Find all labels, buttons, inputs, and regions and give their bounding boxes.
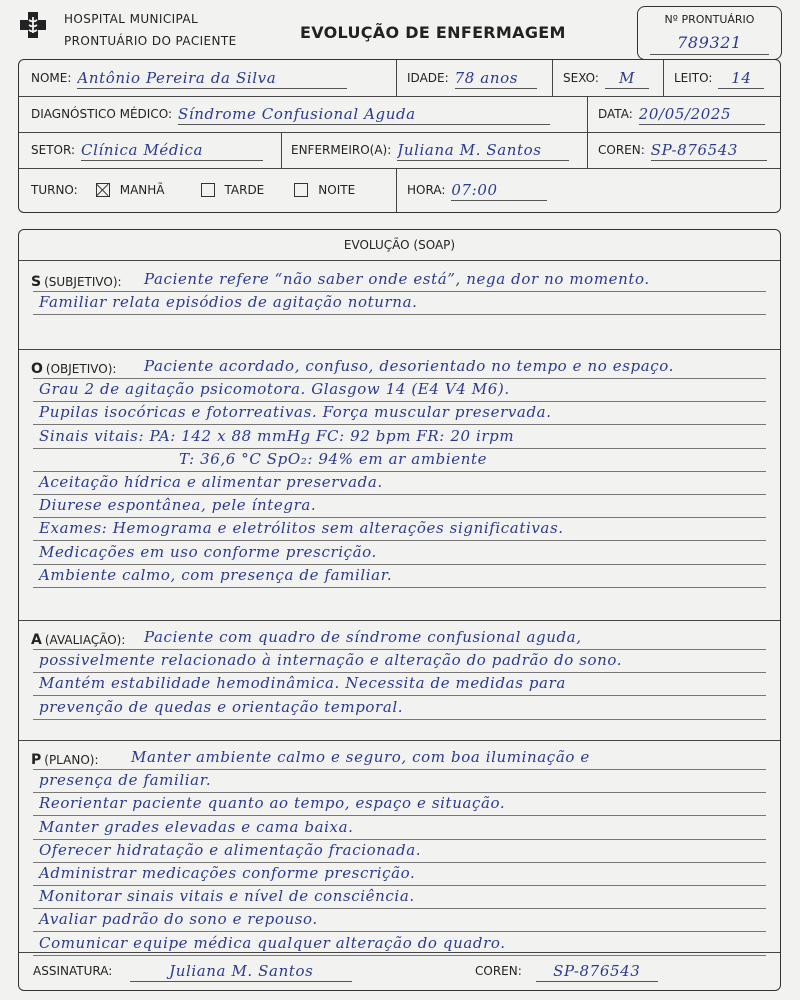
subjective-label: (SUBJETIVO): (44, 275, 122, 289)
nurse-field (291, 140, 569, 160)
ruled-line (33, 517, 766, 518)
ruled-line (33, 695, 766, 696)
signature-field (33, 961, 352, 981)
shift-label: TURNO: (31, 183, 78, 197)
document-title: EVOLUÇÃO DE ENFERMAGEM (300, 23, 566, 42)
soap-title: EVOLUÇÃO (SOAP) (19, 230, 780, 261)
plan-text-line[interactable]: Manter ambiente calmo e seguro, com boa iluminação e (131, 748, 590, 766)
objective-heading (31, 361, 116, 377)
footer-coren-field (475, 961, 658, 981)
bed-field (674, 68, 764, 88)
shift-night-checkbox[interactable] (294, 183, 308, 197)
ruled-line (33, 792, 766, 793)
ruled-line (33, 471, 766, 472)
bed-value[interactable]: 14 (718, 68, 764, 89)
row-divider (19, 96, 780, 97)
ruled-line (33, 908, 766, 909)
plan-text-line[interactable]: presença de familiar. (39, 771, 212, 790)
shift-afternoon-label: TARDE (224, 183, 265, 197)
plan-text-line[interactable]: Administrar medicações conforme prescrição. (39, 864, 416, 882)
prontuario-value[interactable]: 789321 (650, 33, 769, 55)
assessment-text-line[interactable]: Mantém estabilidade hemodinâmica. Necessita de medidas para (39, 674, 566, 693)
assessment-text-line[interactable]: prevenção de quedas e orientação temporal. (39, 697, 404, 716)
sector-field (31, 140, 263, 160)
bed-label: LEITO: (674, 71, 713, 85)
objective-text-line[interactable]: T: 36,6 °C SpO₂: 94% em ar ambiente (179, 449, 488, 468)
plan-letter: P (31, 752, 42, 768)
plan-label: (PLANO): (44, 753, 99, 767)
subjective-text-line[interactable]: Paciente refere “não saber onde está”, nega dor no momento. (144, 270, 650, 288)
signature-row (19, 952, 780, 990)
plan-text-line[interactable]: Reorientar paciente quanto ao tempo, espaço e situação. (39, 794, 506, 813)
ruled-line (33, 448, 766, 449)
assessment-letter: A (31, 632, 42, 648)
name-field (31, 68, 347, 88)
date-value[interactable]: 20/05/2025 (639, 104, 765, 125)
objective-text-line[interactable]: Paciente acordado, confuso, desorientado no tempo e no espaço. (144, 357, 675, 375)
section-divider (19, 349, 780, 350)
objective-text-line[interactable]: Aceitação hídrica e alimentar preservada. (39, 473, 383, 491)
age-field (407, 68, 537, 88)
ruled-line (33, 587, 766, 588)
ruled-line (33, 672, 766, 673)
sex-label: SEXO: (563, 71, 599, 85)
ruled-line (33, 839, 766, 840)
ruled-line (33, 815, 766, 816)
plan-text-line[interactable]: Monitorar sinais vitais e nível de consciência. (39, 887, 415, 906)
ruled-line (33, 649, 766, 650)
ruled-line (33, 885, 766, 886)
diagnosis-value[interactable]: Síndrome Confusional Aguda (178, 104, 550, 125)
sector-value[interactable]: Clínica Médica (81, 140, 263, 161)
shift-night-label: NOITE (318, 183, 356, 197)
shift-afternoon-checkbox[interactable] (201, 183, 215, 197)
soap-box (18, 229, 781, 991)
medical-cross-icon (18, 10, 48, 40)
plan-text-line[interactable]: Comunicar equipe médica qualquer alteração do quadro. (39, 933, 506, 952)
subjective-heading (31, 274, 122, 290)
ruled-line (33, 564, 766, 565)
col-divider (281, 132, 282, 168)
objective-text-line[interactable]: Medicações em uso conforme prescrição. (39, 542, 377, 561)
ruled-line (33, 494, 766, 495)
shift-morning-checkbox[interactable] (96, 183, 110, 197)
signature-label: ASSINATURA: (33, 964, 113, 978)
ruled-line (33, 719, 766, 720)
prontuario-box (637, 6, 782, 60)
age-label: IDADE: (407, 71, 449, 85)
plan-text-line[interactable]: Manter grades elevadas e cama baixa. (39, 817, 354, 836)
col-divider (587, 132, 588, 168)
shift-field (31, 180, 355, 200)
sex-field (563, 68, 649, 88)
coren-label: COREN: (598, 143, 645, 157)
time-value[interactable]: 07:00 (451, 180, 547, 201)
assessment-text-line[interactable]: Paciente com quadro de síndrome confusional aguda, (144, 628, 582, 646)
name-label: NOME: (31, 71, 72, 85)
footer-coren-value[interactable]: SP-876543 (536, 961, 658, 982)
objective-text-line[interactable]: Diurese espontânea, pele íntegra. (39, 496, 317, 515)
coren-field (598, 140, 767, 160)
ruled-line (33, 769, 766, 770)
patient-info-box (18, 59, 781, 213)
hospital-name: HOSPITAL MUNICIPAL (64, 12, 199, 26)
footer-coren-label: COREN: (475, 964, 522, 978)
sector-label: SETOR: (31, 143, 75, 157)
prontuario-label: Nº PRONTUÁRIO (664, 13, 755, 26)
objective-letter: O (31, 361, 43, 377)
diagnosis-field (31, 104, 550, 124)
ruled-line (33, 424, 766, 425)
time-label: HORA: (407, 183, 446, 197)
section-divider (19, 740, 780, 741)
coren-value[interactable]: SP-876543 (651, 140, 767, 161)
ruled-line (33, 291, 766, 292)
plan-text-line[interactable]: Oferecer hidratação e alimentação fracionada. (39, 840, 422, 859)
date-label: DATA: (598, 107, 633, 121)
date-field (598, 104, 765, 124)
plan-text-line[interactable]: Avaliar padrão do sono e repouso. (39, 910, 318, 929)
col-divider (663, 60, 664, 96)
objective-text-line[interactable]: Grau 2 de agitação psicomotora. Glasgow 14 (E4 V4 M6). (39, 380, 510, 399)
shift-morning-label: MANHÃ (119, 183, 165, 197)
name-value[interactable]: Antônio Pereira da Silva (77, 68, 347, 89)
objective-text-line[interactable]: Exames: Hemograma e eletrólitos sem alterações significativas. (39, 519, 564, 538)
ruled-line (33, 540, 766, 541)
plan-heading (31, 752, 99, 768)
objective-text-line[interactable]: Ambiente calmo, com presença de familiar. (39, 565, 393, 584)
ruled-line (33, 862, 766, 863)
ruled-line (33, 401, 766, 402)
objective-label: (OBJETIVO): (45, 362, 117, 376)
assessment-heading (31, 632, 125, 648)
subjective-letter: S (31, 274, 42, 290)
nurse-label: ENFERMEIRO(A): (291, 143, 392, 157)
time-field (407, 180, 547, 200)
nurse-value[interactable]: Juliana M. Santos (397, 140, 569, 161)
assessment-label: (AVALIAÇÃO): (44, 633, 126, 647)
sex-value[interactable]: M (605, 68, 649, 89)
signature-value[interactable]: Juliana M. Santos (130, 961, 352, 982)
row-divider (19, 132, 780, 133)
col-divider (396, 168, 397, 212)
ruled-line (33, 931, 766, 932)
col-divider (396, 60, 397, 96)
diagnosis-label: DIAGNÓSTICO MÉDICO: (31, 107, 172, 121)
objective-text-line[interactable]: Sinais vitais: PA: 142 x 88 mmHg FC: 92 bpm FR: 20 irpm (39, 426, 515, 445)
subjective-text-line[interactable]: Familiar relata episódios de agitação noturna. (39, 293, 418, 312)
record-subtitle: PRONTUÁRIO DO PACIENTE (64, 34, 237, 48)
section-divider (19, 620, 780, 621)
objective-text-line[interactable]: Pupilas isocóricas e fotorreativas. Força muscular preservada. (39, 403, 552, 422)
ruled-line (33, 314, 766, 315)
assessment-text-line[interactable]: possivelmente relacionado à internação e alteração do padrão do sono. (39, 651, 623, 670)
ruled-line (33, 378, 766, 379)
col-divider (552, 60, 553, 96)
row-divider (19, 168, 780, 169)
col-divider (587, 96, 588, 132)
age-value[interactable]: 78 anos (455, 68, 537, 89)
